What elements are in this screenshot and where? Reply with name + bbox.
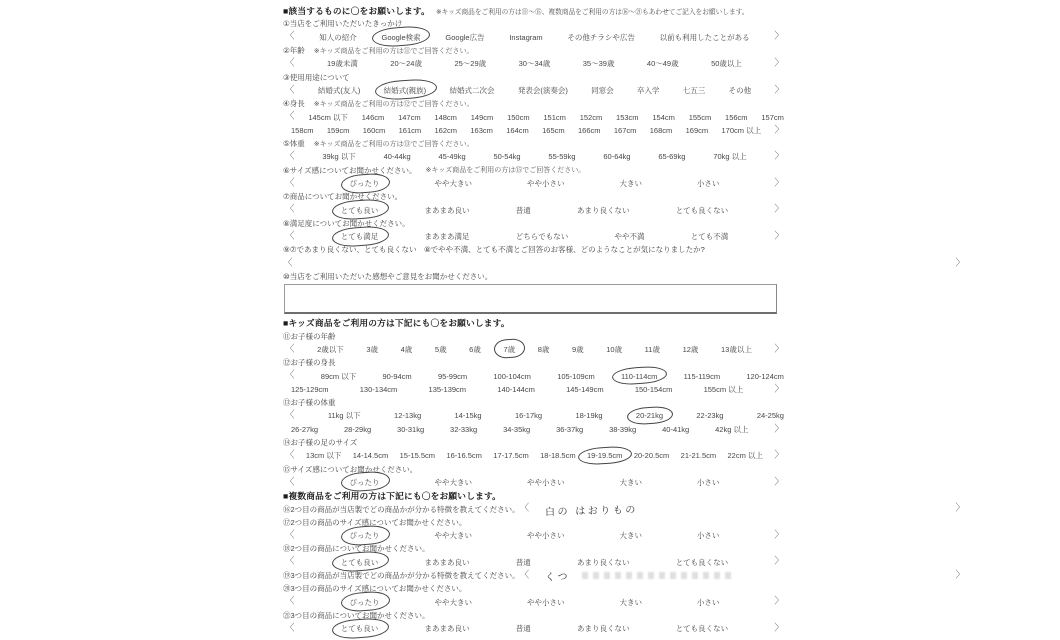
options-row	[283, 124, 786, 137]
option: 普通	[515, 624, 531, 634]
option: 28-29kg	[344, 424, 372, 434]
option: 158cm	[291, 125, 314, 135]
question-label: ⑰2つ目の商品のサイズ感についてお聞かせください。	[283, 517, 467, 527]
question-label: ⑧満足度についてお聞かせください。	[283, 218, 410, 228]
option: 146cm	[361, 112, 385, 122]
question-label-row	[283, 17, 786, 30]
option: 36-37kg	[556, 424, 584, 434]
question-label: ⑱2つ目の商品についてお聞かせください。	[283, 544, 430, 554]
open-bracket: 〈	[285, 31, 295, 43]
options-row	[283, 409, 786, 422]
option: 155cm	[688, 112, 712, 122]
question-label-row	[283, 330, 786, 343]
open-bracket: 〈	[285, 556, 295, 568]
option: 普通	[515, 205, 531, 215]
option: 22cm 以上	[727, 451, 763, 461]
option: 30〜34歳	[518, 59, 551, 69]
question-label: ⑯2つ目の商品が当店製でどの商品かが分かる特徴を教えてください。	[283, 504, 520, 514]
option: Google広告	[445, 32, 485, 42]
option: とても満足	[341, 231, 379, 242]
close-bracket: 〉	[774, 230, 784, 242]
close-bracket: 〉	[774, 529, 784, 541]
option: やや大きい	[434, 179, 472, 188]
close-bracket: 〉	[774, 622, 784, 634]
option: 50-54kg	[493, 152, 521, 162]
option: 170cm 以上	[721, 125, 762, 135]
question-label: ⑤体重	[283, 139, 305, 149]
question-label: ④身長	[283, 99, 305, 109]
option: 8歳	[537, 344, 550, 354]
option: 162cm	[434, 125, 458, 135]
option: 155cm 以上	[703, 384, 744, 394]
option: 157cm	[761, 112, 784, 122]
options-row	[283, 57, 786, 70]
option: 13歳以上	[721, 344, 752, 354]
option: 12歳	[682, 344, 699, 354]
option: 160cm	[362, 125, 386, 135]
option: 15-15.5cm	[399, 451, 436, 461]
option: 153cm	[616, 112, 639, 122]
option: 以前も利用したことがある	[659, 32, 750, 42]
option: 105-109cm	[557, 371, 595, 381]
option: とても良くない	[675, 205, 729, 215]
option: 147cm	[398, 112, 421, 122]
option: 135-139cm	[428, 384, 467, 394]
question-label-row	[283, 70, 786, 83]
close-bracket: 〉	[774, 204, 784, 216]
option: 154cm	[652, 112, 675, 122]
option: 発表会(演奏会)	[517, 85, 568, 95]
question-label: ⑩当店をご利用いただいた感想やご意見をお聞かせください。	[283, 272, 493, 282]
option: ぴったり	[350, 477, 380, 488]
option: 40-41kg	[662, 424, 690, 434]
option: ぴったり	[350, 530, 380, 541]
option: 大きい	[619, 531, 642, 541]
option: 21-21.5cm	[680, 451, 717, 461]
close-bracket: 〉	[774, 556, 784, 568]
option: まあまあ満足	[424, 232, 470, 242]
option: 167cm	[613, 125, 637, 135]
section-title: ■キッズ商品をご利用の方は下記にも〇をお願いします。	[283, 317, 510, 328]
option: 22-23kg	[696, 411, 724, 421]
open-bracket: 〈	[283, 257, 293, 269]
option: やや大きい	[434, 477, 472, 487]
open-bracket: 〈	[285, 230, 295, 242]
option: 39kg 以下	[322, 152, 356, 162]
open-bracket: 〈	[285, 111, 295, 123]
question-label: ⑲3つ目の商品が当店製でどの商品かが分かる特徴を教えてください。	[283, 571, 520, 581]
option: 55-59kg	[548, 152, 576, 162]
option: 30-31kg	[397, 424, 425, 434]
option: 34-35kg	[503, 424, 531, 434]
option: 10歳	[606, 344, 623, 354]
open-bracket: 〈	[285, 177, 295, 189]
option: 小さい	[696, 597, 720, 607]
option: やや小さい	[526, 531, 565, 541]
option: 19-19.5cm	[587, 451, 622, 460]
option: 152cm	[579, 112, 603, 122]
section-title: ■該当するものに〇をお願いします。	[283, 5, 430, 16]
survey-sheet	[283, 4, 965, 635]
option: 125-129cm	[291, 384, 329, 394]
option: 140-144cm	[497, 384, 535, 394]
open-bracket: 〈	[285, 84, 295, 96]
option: 7歳	[503, 344, 515, 355]
option: 11歳	[644, 344, 660, 354]
option: 結婚式(親族)	[384, 85, 427, 96]
option: 17-17.5cm	[493, 451, 529, 461]
question-note: ※キッズ商品をご利用の方は⑬でご回答ください。	[313, 140, 474, 148]
close-bracket: 〉	[774, 177, 784, 189]
options-row	[283, 476, 786, 489]
option: 小さい	[696, 531, 720, 541]
options-row	[283, 203, 786, 216]
options-row	[283, 177, 786, 190]
option: 148cm	[434, 112, 457, 122]
option: 25〜29歳	[454, 59, 487, 69]
option: やや小さい	[526, 597, 565, 607]
option: あまり良くない	[576, 557, 630, 567]
close-bracket: 〉	[955, 503, 965, 515]
options-row	[283, 383, 786, 396]
question-label: ⑬お子様の体重	[283, 398, 336, 408]
option: 90-94cm	[382, 371, 412, 381]
option: Instagram	[509, 32, 543, 42]
open-bracket: 〈	[519, 569, 530, 581]
option: どちらでもない	[515, 232, 569, 242]
close-bracket: 〉	[774, 58, 784, 70]
option: 13cm 以下	[305, 451, 342, 461]
close-bracket: 〉	[774, 450, 784, 462]
close-bracket: 〉	[774, 596, 784, 608]
option: 七五三	[682, 85, 706, 95]
option: 40-44kg	[383, 152, 411, 162]
option: 120-124cm	[746, 371, 784, 381]
close-bracket: 〉	[774, 423, 784, 435]
close-bracket: 〉	[955, 257, 965, 269]
option: 16-16.5cm	[446, 451, 482, 461]
option: 3歳	[366, 344, 379, 354]
options-row	[283, 556, 786, 569]
question-note: ※キッズ商品をご利用の方は⑫でご回答ください。	[313, 100, 474, 108]
options-row	[283, 150, 786, 163]
option: 結婚式二次会	[449, 85, 495, 95]
option: 6歳	[469, 344, 481, 354]
option: 大きい	[619, 597, 642, 607]
question-note: ※キッズ商品をご利用の方は⑮でご回答ください。	[425, 167, 586, 175]
option: 70kg 以上	[713, 152, 747, 162]
option: 20-20.5cm	[633, 451, 670, 461]
option: 110-114cm	[621, 372, 657, 381]
option: とても良くない	[675, 557, 729, 567]
open-bracket: 〈	[285, 622, 295, 634]
question-label: ⑦商品についてお聞かせください。	[283, 192, 403, 202]
option: やや小さい	[526, 179, 565, 188]
option: 35〜39歳	[582, 59, 615, 69]
option: 結婚式(友人)	[317, 85, 361, 95]
option: 32-33kg	[450, 424, 478, 434]
option: 168cm	[649, 125, 673, 135]
question-label-row	[283, 270, 786, 283]
open-bracket: 〈	[285, 151, 295, 163]
option: 11kg 以下	[327, 411, 361, 421]
option: 89cm 以下	[320, 371, 357, 381]
option: 149cm	[470, 112, 494, 122]
option: やや小さい	[526, 477, 565, 487]
option: 161cm	[398, 125, 422, 135]
options-row	[283, 31, 786, 44]
section-header-row	[283, 489, 786, 502]
options-row	[283, 595, 786, 608]
question-label: ①当店をご利用いただいたきっかけ	[283, 19, 403, 29]
question-label: ⑫お子様の身長	[283, 358, 336, 368]
option: 14-15kg	[454, 411, 482, 421]
option: その他	[728, 85, 752, 95]
option: 9歳	[571, 344, 584, 354]
option: 95-99cm	[437, 371, 468, 381]
option: 2歳以下	[317, 344, 344, 354]
option: 知人の紹介	[319, 32, 357, 42]
question-label: ⑮サイズ感についてお聞かせください。	[283, 464, 418, 474]
option: 19歳未満	[326, 59, 358, 69]
option: とても良い	[341, 205, 379, 216]
option: まあまあ良い	[424, 557, 470, 567]
option: とても良い	[341, 623, 379, 634]
close-bracket: 〉	[774, 383, 784, 395]
option: とても良くない	[675, 624, 729, 634]
handwritten-answer: 白の はおりもの	[545, 504, 639, 518]
option: とても不満	[690, 232, 729, 242]
options-row	[283, 343, 786, 356]
option: 大きい	[619, 179, 642, 188]
option: ぴったり	[350, 597, 380, 608]
question-label-row	[283, 137, 786, 150]
option: やや不満	[614, 232, 645, 242]
question-label-row	[283, 502, 965, 518]
question-label-row	[283, 436, 786, 449]
option: 5歳	[434, 344, 447, 354]
close-bracket: 〉	[774, 124, 784, 136]
open-bracket: 〈	[285, 450, 295, 462]
option: 12-13kg	[394, 411, 422, 421]
options-row	[283, 622, 786, 635]
option: 38-39kg	[609, 424, 637, 434]
close-bracket: 〉	[774, 343, 784, 355]
question-label-row	[283, 396, 786, 409]
option: 18-18.5cm	[540, 451, 576, 461]
open-bracket: 〈	[285, 370, 295, 382]
option: 18-19kg	[575, 411, 603, 421]
open-bracket: 〈	[285, 410, 295, 422]
option: 115-119cm	[683, 371, 721, 381]
question-label: ⑥サイズ感についてお聞かせください。	[283, 165, 417, 175]
option: あまり良くない	[576, 205, 630, 215]
question-label: ⑪お子様の年齢	[283, 331, 336, 341]
option: 45-49kg	[438, 152, 466, 162]
option: 130-134cm	[359, 384, 398, 394]
option: 163cm	[470, 125, 493, 135]
option: 小さい	[696, 477, 720, 487]
close-bracket: 〉	[774, 31, 784, 43]
option: Google検索	[381, 32, 420, 43]
option: 卒入学	[636, 85, 660, 95]
option: その他チラシや広告	[567, 32, 635, 42]
option: 大きい	[619, 477, 642, 487]
open-bracket: 〈	[285, 343, 295, 355]
option: やや大きい	[434, 597, 472, 607]
question-label: ⑭お子様の足のサイズ	[283, 438, 358, 448]
option: あまり良くない	[576, 624, 630, 634]
option: 159cm	[326, 125, 350, 135]
options-row	[283, 423, 786, 436]
option: 156cm	[725, 112, 748, 122]
handwritten-answer: くつ	[545, 571, 571, 584]
question-label-row	[283, 569, 965, 582]
options-row	[283, 369, 786, 382]
options-row	[283, 529, 786, 542]
open-bracket: 〈	[285, 596, 295, 608]
option: まあまあ良い	[424, 205, 470, 215]
question-label-row	[283, 44, 786, 57]
open-bracket: 〈	[285, 58, 295, 70]
option: 145cm 以下	[308, 112, 348, 122]
question-label: ⑳3つ目の商品のサイズ感についてお聞かせください。	[283, 584, 467, 594]
close-bracket: 〉	[774, 476, 784, 488]
option: 65-69kg	[658, 152, 686, 162]
option: 20-21kg	[636, 411, 663, 420]
options-row	[283, 110, 786, 123]
option: 166cm	[578, 125, 601, 135]
question-label: ㉑3つ目の商品についてお聞かせください。	[283, 610, 430, 620]
option: 169cm	[685, 125, 709, 135]
open-bracket: 〈	[519, 503, 530, 515]
option: 26-27kg	[291, 424, 319, 434]
option: 14-14.5cm	[352, 451, 389, 461]
option: ぴったり	[350, 178, 380, 189]
option: 42kg 以上	[715, 424, 749, 434]
option: 151cm	[543, 112, 566, 122]
question-note: ※キッズ商品をご利用の方は⑪でご回答ください。	[313, 47, 474, 55]
option: 4歳	[400, 344, 413, 354]
options-row	[283, 84, 786, 97]
open-bracket: 〈	[285, 529, 295, 541]
section-header-row	[283, 4, 786, 17]
option: 16-17kg	[514, 411, 543, 421]
comments-box	[284, 284, 777, 314]
option: 小さい	[696, 179, 720, 188]
question-label: ③使用用途について	[283, 72, 350, 82]
option: 165cm	[542, 125, 565, 135]
question-label: ⑨⑦であまり良くない、とても良くない ⑧でやや不満、とても不満とご回答のお客様、どのようなことが気になりましたか?	[283, 245, 705, 255]
option: 145-149cm	[566, 384, 604, 394]
erased-pencil-marks	[582, 572, 732, 579]
option: やや大きい	[434, 531, 472, 541]
close-bracket: 〉	[955, 569, 965, 581]
answer-bracket-row	[283, 257, 965, 270]
option: 100-104cm	[493, 371, 531, 381]
option: 普通	[515, 557, 531, 567]
close-bracket: 〉	[774, 84, 784, 96]
question-label-row	[283, 356, 786, 369]
close-bracket: 〉	[774, 151, 784, 163]
option: とても良い	[341, 557, 379, 568]
options-row	[283, 449, 786, 462]
option: 50歳以上	[711, 59, 742, 69]
section-note: ※キッズ商品をご利用の方は⑪〜⑮、複数商品をご利用の方は⑯〜㉑もあわせてご記入をお願いします。	[435, 8, 749, 16]
option: 20〜24歳	[390, 59, 422, 69]
option: 同窓会	[591, 85, 614, 95]
question-label-row	[283, 97, 786, 110]
open-bracket: 〈	[285, 476, 295, 488]
question-label: ②年齢	[283, 46, 305, 56]
option: まあまあ良い	[424, 624, 470, 634]
option: 164cm	[506, 125, 529, 135]
options-row	[283, 230, 786, 243]
section-title: ■複数商品をご利用の方は下記にも〇をお願いします。	[283, 490, 502, 501]
option: 150cm	[507, 112, 530, 122]
option: 40〜49歳	[646, 59, 679, 69]
section-header-row	[283, 316, 786, 329]
open-bracket: 〈	[285, 204, 295, 216]
option: 24-25kg	[756, 411, 784, 421]
option: 60-64kg	[603, 152, 631, 162]
option: 150-154cm	[634, 384, 673, 394]
